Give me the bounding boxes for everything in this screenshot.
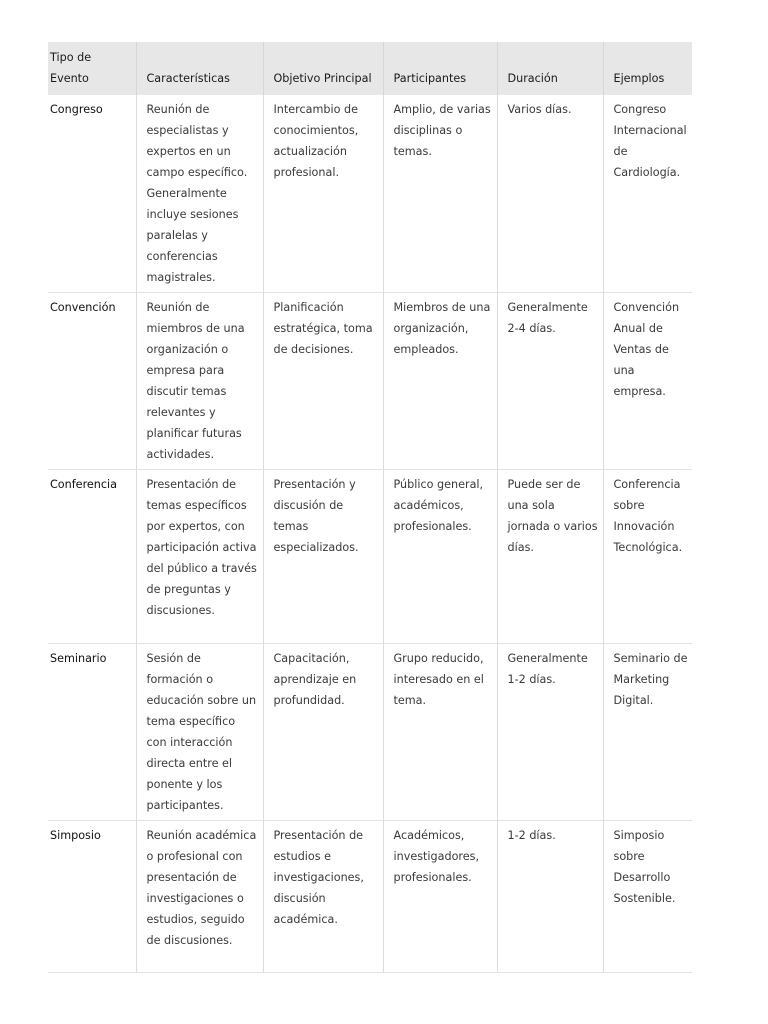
cell-caracteristicas: Sesión de formación o educación sobre un tema específico con interacción directa entre el ponente y los participantes. [136, 644, 263, 821]
cell-duracion: Generalmente 1-2 días. [497, 644, 603, 821]
cell-ejemplos: Simposio sobre Desarrollo Sostenible. [603, 821, 692, 973]
table-row [48, 95, 692, 293]
cell-duracion: Puede ser de una sola jornada o varios días. [497, 470, 603, 644]
table-row [48, 821, 692, 973]
events-table [48, 42, 692, 973]
cell-tipo: Congreso [48, 95, 136, 293]
cell-caracteristicas: Reunión de miembros de una organización o empresa para discutir temas relevantes y planificar futuras actividades. [136, 293, 263, 470]
table-header [48, 42, 692, 95]
cell-tipo: Conferencia [48, 470, 136, 644]
cell-tipo: Simposio [48, 821, 136, 973]
header-ejemplos: Ejemplos [603, 42, 692, 95]
header-duracion: Duración [497, 42, 603, 95]
cell-caracteristicas: Reunión académica o profesional con presentación de investigaciones o estudios, seguido de discusiones. [136, 821, 263, 973]
table-body [48, 95, 692, 973]
header-participantes: Participantes [383, 42, 497, 95]
cell-participantes: Académicos, investigadores, profesionales. [383, 821, 497, 973]
table-row [48, 293, 692, 470]
cell-caracteristicas: Reunión de especialistas y expertos en un campo específico. Generalmente incluye sesiones paralelas y conferencias magistrales. [136, 95, 263, 293]
cell-participantes: Amplio, de varias disciplinas o temas. [383, 95, 497, 293]
cell-duracion: 1-2 días. [497, 821, 603, 973]
header-objetivo-principal: Objetivo Principal [263, 42, 383, 95]
cell-objetivo: Presentación y discusión de temas especializados. [263, 470, 383, 644]
cell-participantes: Público general, académicos, profesionales. [383, 470, 497, 644]
table-row [48, 470, 692, 644]
header-tipo-de-evento: Tipo de Evento [50, 51, 92, 85]
cell-duracion: Generalmente 2-4 días. [497, 293, 603, 470]
cell-tipo: Convención [48, 293, 136, 470]
cell-caracteristicas: Presentación de temas específicos por expertos, con participación activa del público a través de preguntas y discusiones. [136, 470, 263, 644]
header-caracteristicas: Características [136, 42, 263, 95]
cell-ejemplos: Conferencia sobre Innovación Tecnológica. [603, 470, 692, 644]
cell-ejemplos: Congreso Internacional de Cardiología. [603, 95, 692, 293]
cell-ejemplos: Seminario de Marketing Digital. [603, 644, 692, 821]
cell-tipo: Seminario [48, 644, 136, 821]
cell-objetivo: Presentación de estudios e investigaciones, discusión académica. [263, 821, 383, 973]
cell-ejemplos: Convención Anual de Ventas de una empresa. [603, 293, 692, 470]
cell-duracion: Varios días. [497, 95, 603, 293]
cell-participantes: Grupo reducido, interesado en el tema. [383, 644, 497, 821]
table-row [48, 644, 692, 821]
cell-objetivo: Planificación estratégica, toma de decisiones. [263, 293, 383, 470]
cell-participantes: Miembros de una organización, empleados. [383, 293, 497, 470]
header-row [48, 42, 692, 95]
cell-objetivo: Intercambio de conocimientos, actualización profesional. [263, 95, 383, 293]
cell-objetivo: Capacitación, aprendizaje en profundidad. [263, 644, 383, 821]
